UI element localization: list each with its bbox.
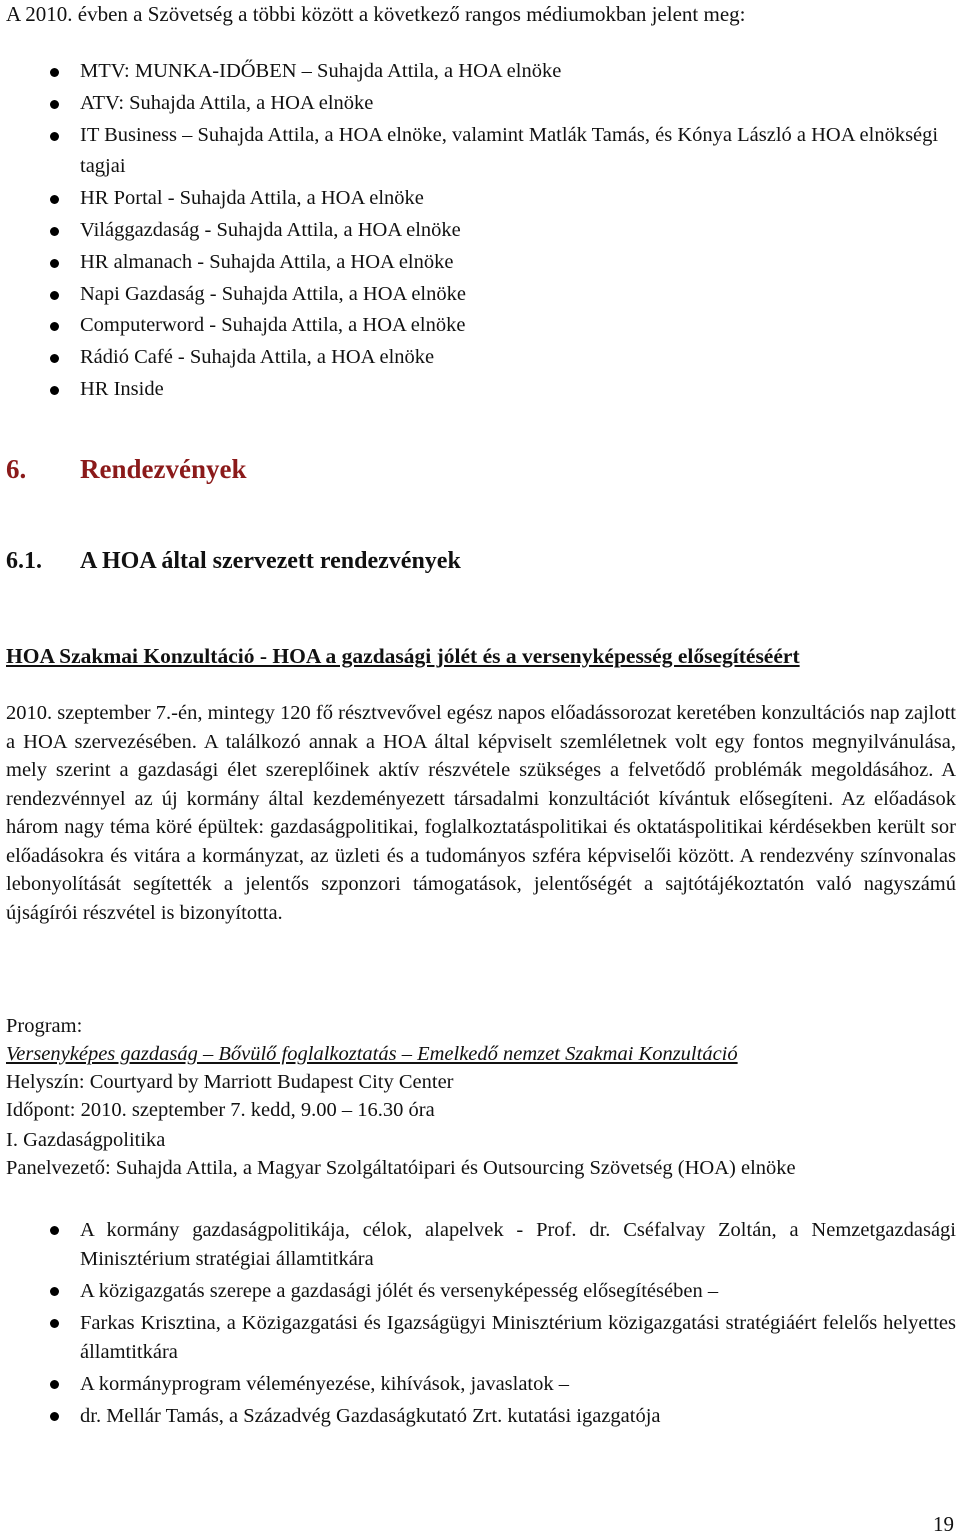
section-heading [6,454,246,485]
list-item: HR Portal - Suhajda Attila, a HOA elnöke [6,183,956,215]
list-item: A kormány gazdaságpolitikája, célok, alapelvek - Prof. dr. Cséfalvay Zoltán, a Nemzetgazdasági Minisztérium stratégiai államtitkára [6,1216,956,1274]
bullet-icon [50,1412,59,1421]
list-item: IT Business – Suhajda Attila, a HOA elnöke, valamint Matlák Tamás, és Kónya László a HOA elnökségi tagjai [6,120,956,184]
bullet-icon [50,100,59,109]
bullet-icon [50,195,59,204]
list-item: Rádió Café - Suhajda Attila, a HOA elnöke [6,342,956,374]
bullet-icon [50,132,59,141]
bullet-icon [50,354,59,363]
list-item: Farkas Krisztina, a Közigazgatási és Igazságügyi Minisztérium közigazgatási stratégiáért felelős helyettes államtitkára [6,1309,956,1367]
event-title: HOA Szakmai Konzultáció - HOA a gazdasági jólét és a versenyképesség elősegítéséért [6,644,800,668]
panel-leader: Panelvezető: Suhajda Attila, a Magyar Szolgáltatóipari és Outsourcing Szövetség (HOA) elnöke [6,1157,796,1179]
list-item: dr. Mellár Tamás, a Századvég Gazdaságkutató Zrt. kutatási igazgatója [6,1402,956,1431]
intro-text: A 2010. évben a Szövetség a többi között a következő rangos médiumokban jelent meg: [6,2,746,26]
event-description: 2010. szeptember 7.-én, mintegy 120 fő résztvevővel egész napos előadássorozat keretében konzultációs nap zajlott a HOA szervezésében. A találkozó annak a HOA által képviselt szemléletnek volt egy fontos megnyilvánulása, mely szerint a gazdasági élet szereplőinek aktív részvétele szükséges a felvetődő problémák megoldásához. A rendezvénnyel az új kormány által kezdeményezett társadalmi konzultációt kívántuk elősegíteni. Az előadások három nagy téma köré épültek: gazdaságpolitikai, foglalkoztatáspolitikai és oktatáspolitikai kérdésekben került sor előadásokra és vitára a kormányzat, az üzleti és a tudományos szféra képviselői között. A rendezvény színvonalas lebonyolítását segítették a jelentős szponzori támogatások, jelentőségét a sajtótájékoztatón való nagyszámú újságírói részvétel is bizonyította. [6,702,956,924]
list-item: ATV: Suhajda Attila, a HOA elnöke [6,88,956,120]
list-item: Napi Gazdaság - Suhajda Attila, a HOA elnöke [6,279,956,311]
list-item: HR almanach - Suhajda Attila, a HOA elnöke [6,247,956,279]
bullet-icon [50,322,59,331]
program-label: Program: [6,1015,83,1037]
list-item: MTV: MUNKA-IDŐBEN – Suhajda Attila, a HOA elnöke [6,56,956,88]
list-item: Világgazdaság - Suhajda Attila, a HOA elnöke [6,215,956,247]
list-item: Computerword - Suhajda Attila, a HOA elnöke [6,310,956,342]
bullet-icon [50,227,59,236]
subsection-number: 6.1. [6,548,42,574]
subsection-title: A HOA által szervezett rendezvények [80,548,461,574]
bullet-icon [50,68,59,77]
program-time: Időpont: 2010. szeptember 7. kedd, 9.00 – 16.30 óra [6,1099,435,1121]
section-number: 6. [6,454,27,484]
bullet-icon [50,386,59,395]
list-item: A kormányprogram véleményezése, kihívások, javaslatok – [6,1370,956,1399]
bullet-icon [50,1287,59,1296]
page-number: 19 [933,1512,954,1536]
panel-section-title: I. Gazdaságpolitika [6,1129,166,1151]
section-title: Rendezvények [80,454,247,484]
bullet-icon [50,1319,59,1328]
program-venue: Helyszín: Courtyard by Marriott Budapest City Center [6,1071,454,1093]
panel-list [6,1216,956,1434]
list-item: A közigazgatás szerepe a gazdasági jólét és versenyképesség elősegítésében – [6,1277,956,1306]
bullet-icon [50,1226,59,1235]
media-list [6,56,956,406]
bullet-icon [50,1380,59,1389]
panel-section [6,1126,796,1182]
list-item: HR Inside [6,374,956,406]
subsection-heading [6,548,461,575]
program-block [6,1012,738,1124]
bullet-icon [50,259,59,268]
program-title: Versenyképes gazdaság – Bővülő foglalkoztatás – Emelkedő nemzet Szakmai Konzultáció [6,1043,738,1065]
bullet-icon [50,291,59,300]
